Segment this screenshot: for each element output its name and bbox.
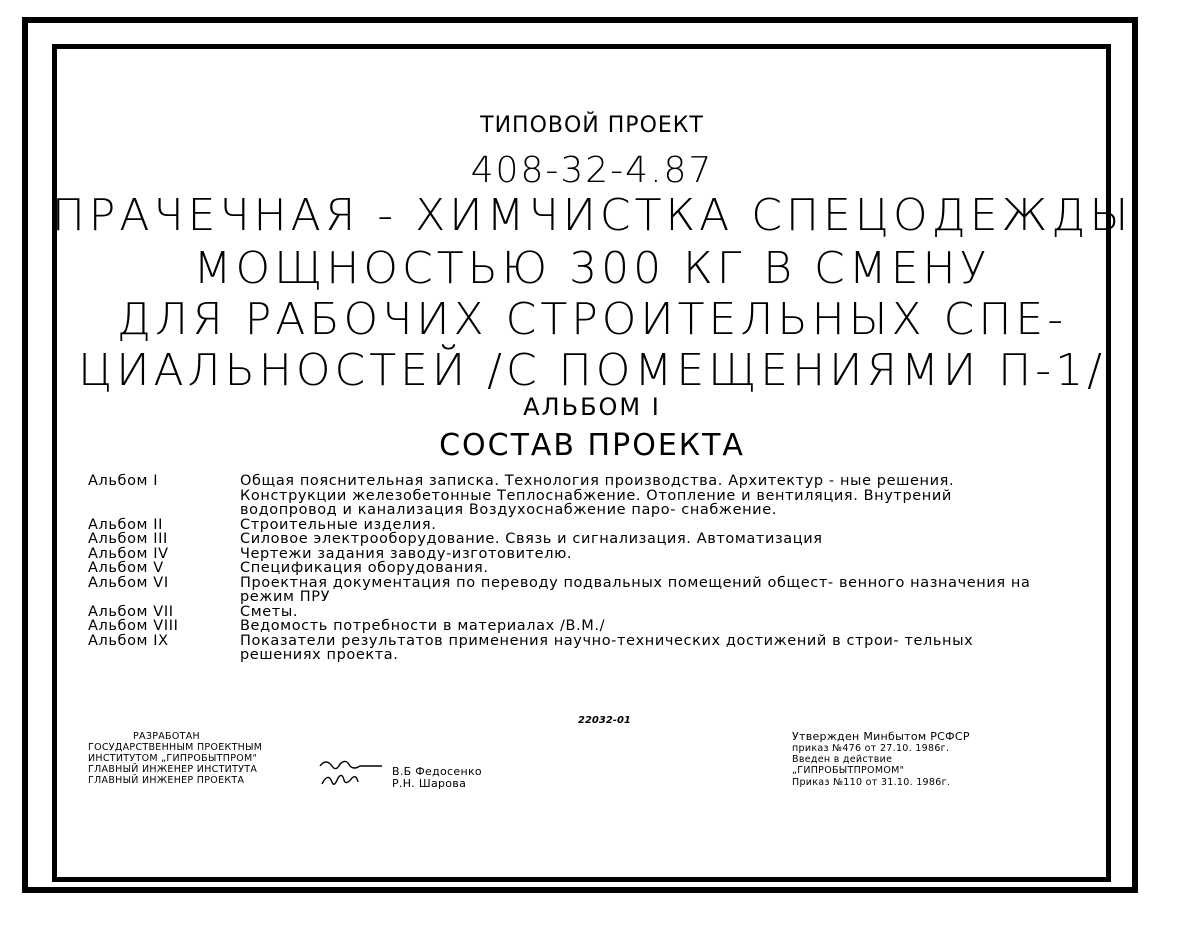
chief-engineer-institute: ГЛАВНЫЙ ИНЖЕНЕР ИНСТИТУТА bbox=[88, 764, 258, 775]
approval-line-2: приказ №476 от 27.10. 1986г. bbox=[792, 743, 950, 754]
list-item bbox=[88, 532, 1048, 547]
approval-line-5: Приказ №110 от 31.10. 1986г. bbox=[792, 777, 951, 788]
album-label: Альбом V bbox=[88, 560, 164, 576]
institute-line-1: ГОСУДАРСТВЕННЫМ ПРОЕКТНЫМ bbox=[88, 742, 263, 753]
album-description: Сметы. bbox=[240, 603, 299, 620]
album-description: Силовое электрооборудование. Связь и сигнализация. Автоматизация bbox=[240, 531, 823, 547]
engineer-name-1: В.Б Федосенко bbox=[392, 765, 482, 778]
approval-line-3: Введен в действие bbox=[792, 754, 893, 765]
list-item bbox=[88, 619, 1048, 634]
album-description: Общая пояснительная записка. Технология производства. Архитектур - ные решения. Конструкции железобетонные Теплоснабжение. Отопление и вентиляция. Внутрений водопровод и канализация Воздухоснабжение паро- снабжение. bbox=[240, 473, 955, 518]
album-label: Альбом I bbox=[88, 473, 159, 489]
project-number: 408-32-4.87 bbox=[470, 150, 714, 191]
engineer-name-2: Р.Н. Шарова bbox=[392, 777, 467, 790]
album-label: Альбом VI bbox=[88, 574, 169, 591]
document-number: 22032-01 bbox=[578, 715, 631, 726]
album-label: Альбом VIII bbox=[88, 618, 179, 634]
contents-list bbox=[88, 474, 1048, 663]
album-description: Чертежи задания заводу-изготовителю. bbox=[240, 545, 573, 562]
title-line-3: ДЛЯ РАБОЧИХ СТРОИТЕЛЬНЫХ СПЕ- bbox=[116, 294, 1068, 345]
list-item bbox=[88, 547, 1048, 562]
album-description: Показатели результатов применения научно-технических достижений в строи- тельных решениях проекта. bbox=[240, 632, 974, 663]
list-item bbox=[88, 474, 1048, 518]
list-item bbox=[88, 561, 1048, 576]
album-description: Спецификация оборудования. bbox=[240, 560, 489, 576]
album-description: Проектная документация по переводу подвальных помещений общест- венного назначения на режим ПРУ bbox=[240, 574, 1031, 605]
album-heading: АЛЬБОМ I bbox=[523, 393, 661, 421]
album-label: Альбом II bbox=[88, 516, 164, 533]
album-label: Альбом III bbox=[88, 531, 168, 547]
list-item bbox=[88, 576, 1048, 605]
album-description: Строительные изделия. bbox=[240, 516, 437, 533]
approval-line-4: „ГИПРОБЫТПРОМОМ" bbox=[792, 765, 905, 776]
title-line-2: МОЩНОСТЬЮ 300 КГ В СМЕНУ bbox=[193, 243, 991, 294]
approval-line-1: Утвержден Минбытом РСФСР bbox=[792, 730, 970, 743]
list-item bbox=[88, 605, 1048, 620]
album-label: Альбом VII bbox=[88, 603, 174, 620]
title-line-1: ПРАЧЕЧНАЯ - ХИМЧИСТКА СПЕЦОДЕЖДЫ bbox=[51, 190, 1133, 241]
signature-icon bbox=[318, 756, 388, 790]
album-description: Ведомость потребности в материалах /В.М./ bbox=[240, 618, 606, 634]
title-line-4: ЦИАЛЬНОСТЕЙ /С ПОМЕЩЕНИЯМИ П-1/ bbox=[78, 345, 1106, 396]
album-label: Альбом IV bbox=[88, 545, 169, 562]
list-item bbox=[88, 518, 1048, 533]
chief-engineer-project: ГЛАВНЫЙ ИНЖЕНЕР ПРОЕКТА bbox=[88, 775, 245, 786]
institute-line-2: ИНСТИТУТОМ „ГИПРОБЫТПРОМ" bbox=[88, 753, 258, 764]
composition-heading: СОСТАВ ПРОЕКТА bbox=[439, 428, 745, 463]
project-type-label: ТИПОВОЙ ПРОЕКТ bbox=[480, 113, 704, 138]
developed-label: РАЗРАБОТАН bbox=[133, 731, 200, 742]
album-label: Альбом IX bbox=[88, 632, 169, 649]
list-item bbox=[88, 634, 1048, 663]
